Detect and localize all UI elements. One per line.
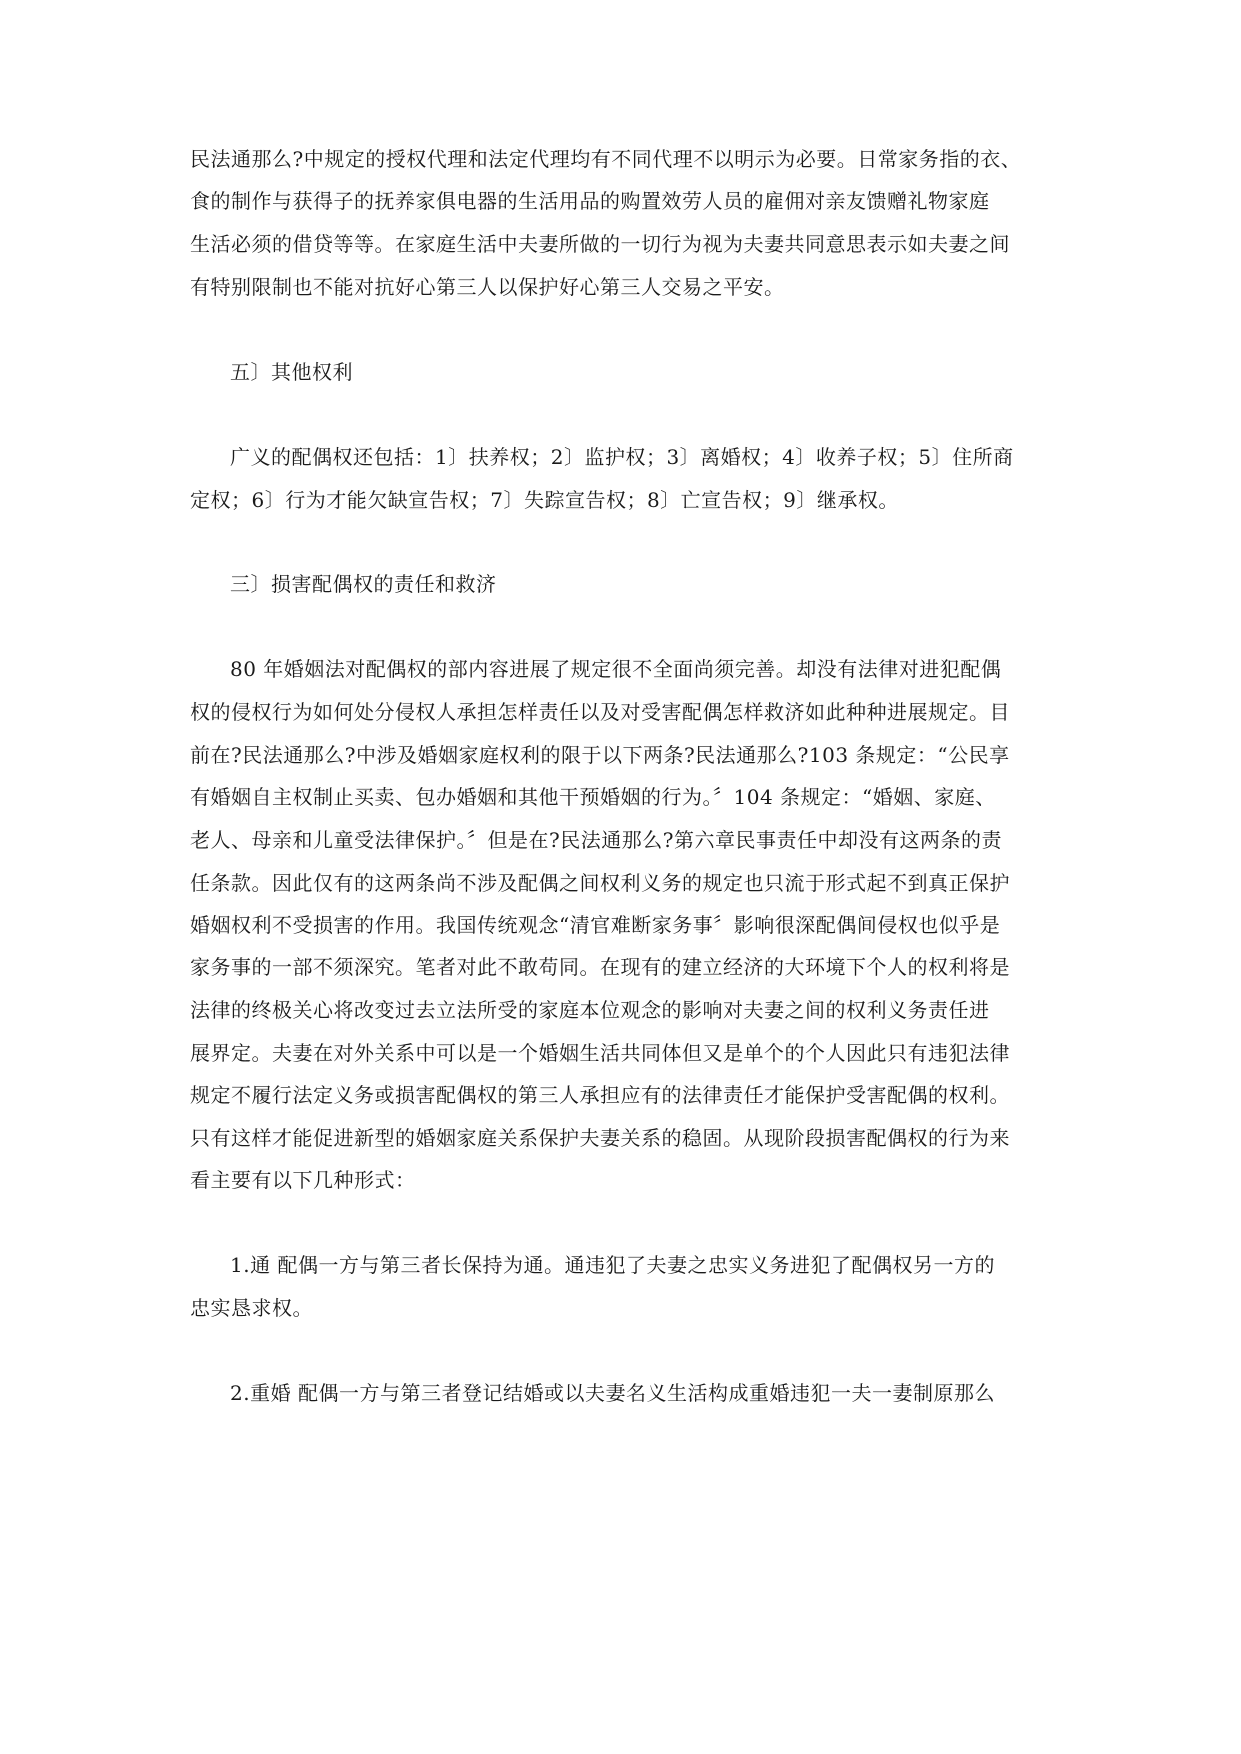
- section-heading-liability-remedy: 三〕损害配偶权的责任和救济: [230, 572, 497, 596]
- paragraph-1-line-3: 生活必须的借贷等等。在家庭生活中夫妻所做的一切行为视为夫妻共同意思表示如夫妻之间: [190, 232, 1010, 256]
- paragraph-1-line-1: 民法通那么?中规定的授权代理和法定代理均有不同代理不以明示为必要。日常家务指的衣、: [190, 147, 1022, 171]
- paragraph-3-line-2: 权的侵权行为如何处分侵权人承担怎样责任以及对受害配偶怎样救济如此种种进展规定。目: [190, 700, 1010, 724]
- paragraph-3-line-13: 看主要有以下几种形式：: [190, 1168, 416, 1192]
- paragraph-2-line-2: 定权；6〕行为才能欠缺宣告权；7〕失踪宣告权；8〕亡宣告权；9〕继承权。: [190, 488, 899, 512]
- paragraph-3-line-10: 展界定。夫妻在对外关系中可以是一个婚姻生活共同体但又是单个的个人因此只有违犯法律: [190, 1041, 1010, 1065]
- paragraph-3-line-5: 老人、母亲和儿童受法律保护。〞但是在?民法通那么?第六章民事责任中却没有这两条的责: [190, 828, 1002, 852]
- paragraph-3-line-7: 婚姻权利不受损害的作用。我国传统观念“清官难断家务事〞影响很深配偶间侵权也似乎是: [190, 913, 1001, 937]
- section-heading-other-rights: 五〕其他权利: [230, 360, 353, 384]
- paragraph-3-line-12: 只有这样才能促进新型的婚姻家庭关系保护夫妻关系的稳固。从现阶段损害配偶权的行为来: [190, 1126, 1010, 1150]
- paragraph-5-line-1: 2.重婚 配偶一方与第三者登记结婚或以夫妻名义生活构成重婚违犯一夫一妻制原那么: [230, 1381, 995, 1405]
- paragraph-3-line-11: 规定不履行法定义务或损害配偶权的第三人承担应有的法律责任才能保护受害配偶的权利。: [190, 1083, 1010, 1107]
- paragraph-3-line-9: 法律的终极关心将改变过去立法所受的家庭本位观念的影响对夫妻之间的权利义务责任进: [190, 998, 990, 1022]
- paragraph-4-line-1: 1.通 配偶一方与第三者长保持为通。通违犯了夫妻之忠实义务进犯了配偶权另一方的: [230, 1253, 995, 1277]
- paragraph-2-line-1: 广义的配偶权还包括：1〕扶养权；2〕监护权；3〕离婚权；4〕收养子权；5〕住所商: [230, 445, 1014, 469]
- paragraph-3-line-3: 前在?民法通那么?中涉及婚姻家庭权利的限于以下两条?民法通那么?103 条规定：“公民享: [190, 743, 1010, 767]
- paragraph-3-line-4: 有婚姻自主权制止买卖、包办婚姻和其他干预婚姻的行为。〞104 条规定：“婚姻、家庭、: [190, 785, 996, 809]
- paragraph-3-line-1: 80 年婚姻法对配偶权的部内容进展了规定很不全面尚须完善。却没有法律对进犯配偶: [230, 657, 1002, 681]
- paragraph-3-line-8: 家务事的一部不须深究。笔者对此不敢苟同。在现有的建立经济的大环境下个人的权利将是: [190, 955, 1010, 979]
- paragraph-3-line-6: 任条款。因此仅有的这两条尚不涉及配偶之间权利义务的规定也只流于形式起不到真正保护: [190, 871, 1010, 895]
- paragraph-1-line-2: 食的制作与获得子的抚养家俱电器的生活用品的购置效劳人员的雇佣对亲友馈赠礼物家庭: [190, 189, 990, 213]
- paragraph-1-line-4: 有特别限制也不能对抗好心第三人以保护好心第三人交易之平安。: [190, 275, 785, 299]
- paragraph-4-line-2: 忠实恳求权。: [190, 1296, 313, 1320]
